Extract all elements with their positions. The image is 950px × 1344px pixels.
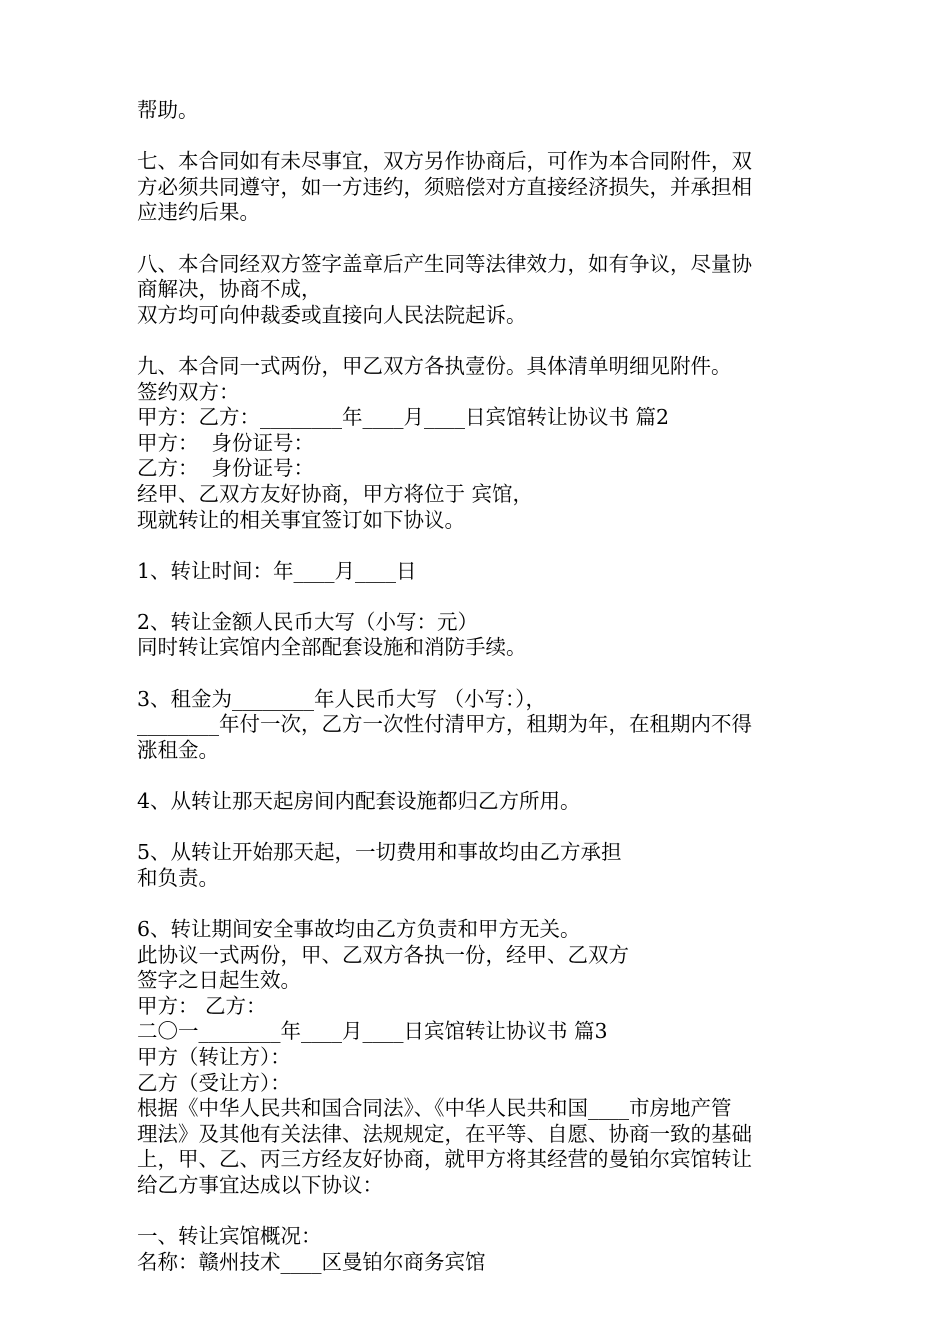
blank-line [137,1199,827,1225]
text-line: 甲方（转让方）： [137,1044,291,1069]
blank-line [137,661,827,687]
text-line: 方必须共同遵守，如一方违约，须赔偿对方直接经济损失，并承担相 [137,174,752,199]
text-line: 涨租金。 [137,737,219,762]
text-line: 一、转让宾馆概况： [137,1224,322,1249]
text-line: 根据《中华人民共和国合同法》、《中华人民共和国____市房地产管 [137,1096,732,1121]
blank-line [137,584,827,610]
text-line: 给乙方事宜达成以下协议： [137,1172,383,1197]
blank-line [137,815,827,841]
blank-line [137,328,827,354]
text-line: 二〇一________年____月____日宾馆转让协议书 篇3 [137,1019,608,1044]
text-line: 名称：赣州技术____区曼铂尔商务宾馆 [137,1249,486,1274]
text-line: 3、租金为________年人民币大写 （小写：）， [137,686,547,711]
text-line: 双方均可向仲裁委或直接向人民法院起诉。 [137,302,527,327]
text-line: 此协议一式两份，甲、乙双方各执一份，经甲、乙双方 [137,942,629,967]
document-page [137,98,827,1275]
blank-line [137,226,827,252]
blank-line [137,763,827,789]
text-line: 应违约后果。 [137,200,260,225]
text-line: 理法》及其他有关法律、法规规定，在平等、自愿、协商一致的基础 [137,1121,752,1146]
text-line: 商解决，协商不成， [137,277,322,302]
text-line: 签约双方： [137,379,240,404]
text-line: 甲方：乙方：________年____月____日宾馆转让协议书 篇2 [137,405,670,430]
text-line: 上，甲、乙、丙三方经友好协商，就甲方将其经营的曼铂尔宾馆转让 [137,1147,752,1172]
text-line: 甲方： 身份证号： [137,430,315,455]
text-line: 和负责。 [137,865,219,890]
blank-line [137,533,827,559]
text-line: 4、从转让那天起房间内配套设施都归乙方所用。 [137,789,581,814]
text-line: 甲方： 乙方： [137,993,267,1018]
blank-line [137,891,827,917]
blank-line [137,124,827,150]
text-line: 八、本合同经双方签字盖章后产生同等法律效力，如有争议，尽量协 [137,251,752,276]
text-line: 乙方（受让方）： [137,1070,291,1095]
text-line: 现就转让的相关事宜签订如下协议。 [137,507,465,532]
text-line: 6、转让期间安全事故均由乙方负责和甲方无关。 [137,917,581,941]
text-line: 帮助。 [137,98,199,122]
text-line: 乙方： 身份证号： [137,456,315,481]
text-line: 七、本合同如有未尽事宜，双方另作协商后，可作为本合同附件，双 [137,149,752,174]
text-line: 签字之日起生效。 [137,968,301,993]
text-line: 5、从转让开始那天起，一切费用和事故均由乙方承担 [137,840,622,865]
text-line: ________年付一次，乙方一次性付清甲方，租期为年，在租期内不得 [137,712,752,737]
text-line: 经甲、乙双方友好协商，甲方将位于 宾馆， [137,481,534,506]
text-line: 2、转让金额人民币大写（小写：元） [137,609,479,634]
text-line: 同时转让宾馆内全部配套设施和消防手续。 [137,635,527,660]
text-line: 九、本合同一式两份，甲乙双方各执壹份。具体清单明细见附件。 [137,353,732,378]
text-line: 1、转让时间：年____月____日 [137,558,417,583]
